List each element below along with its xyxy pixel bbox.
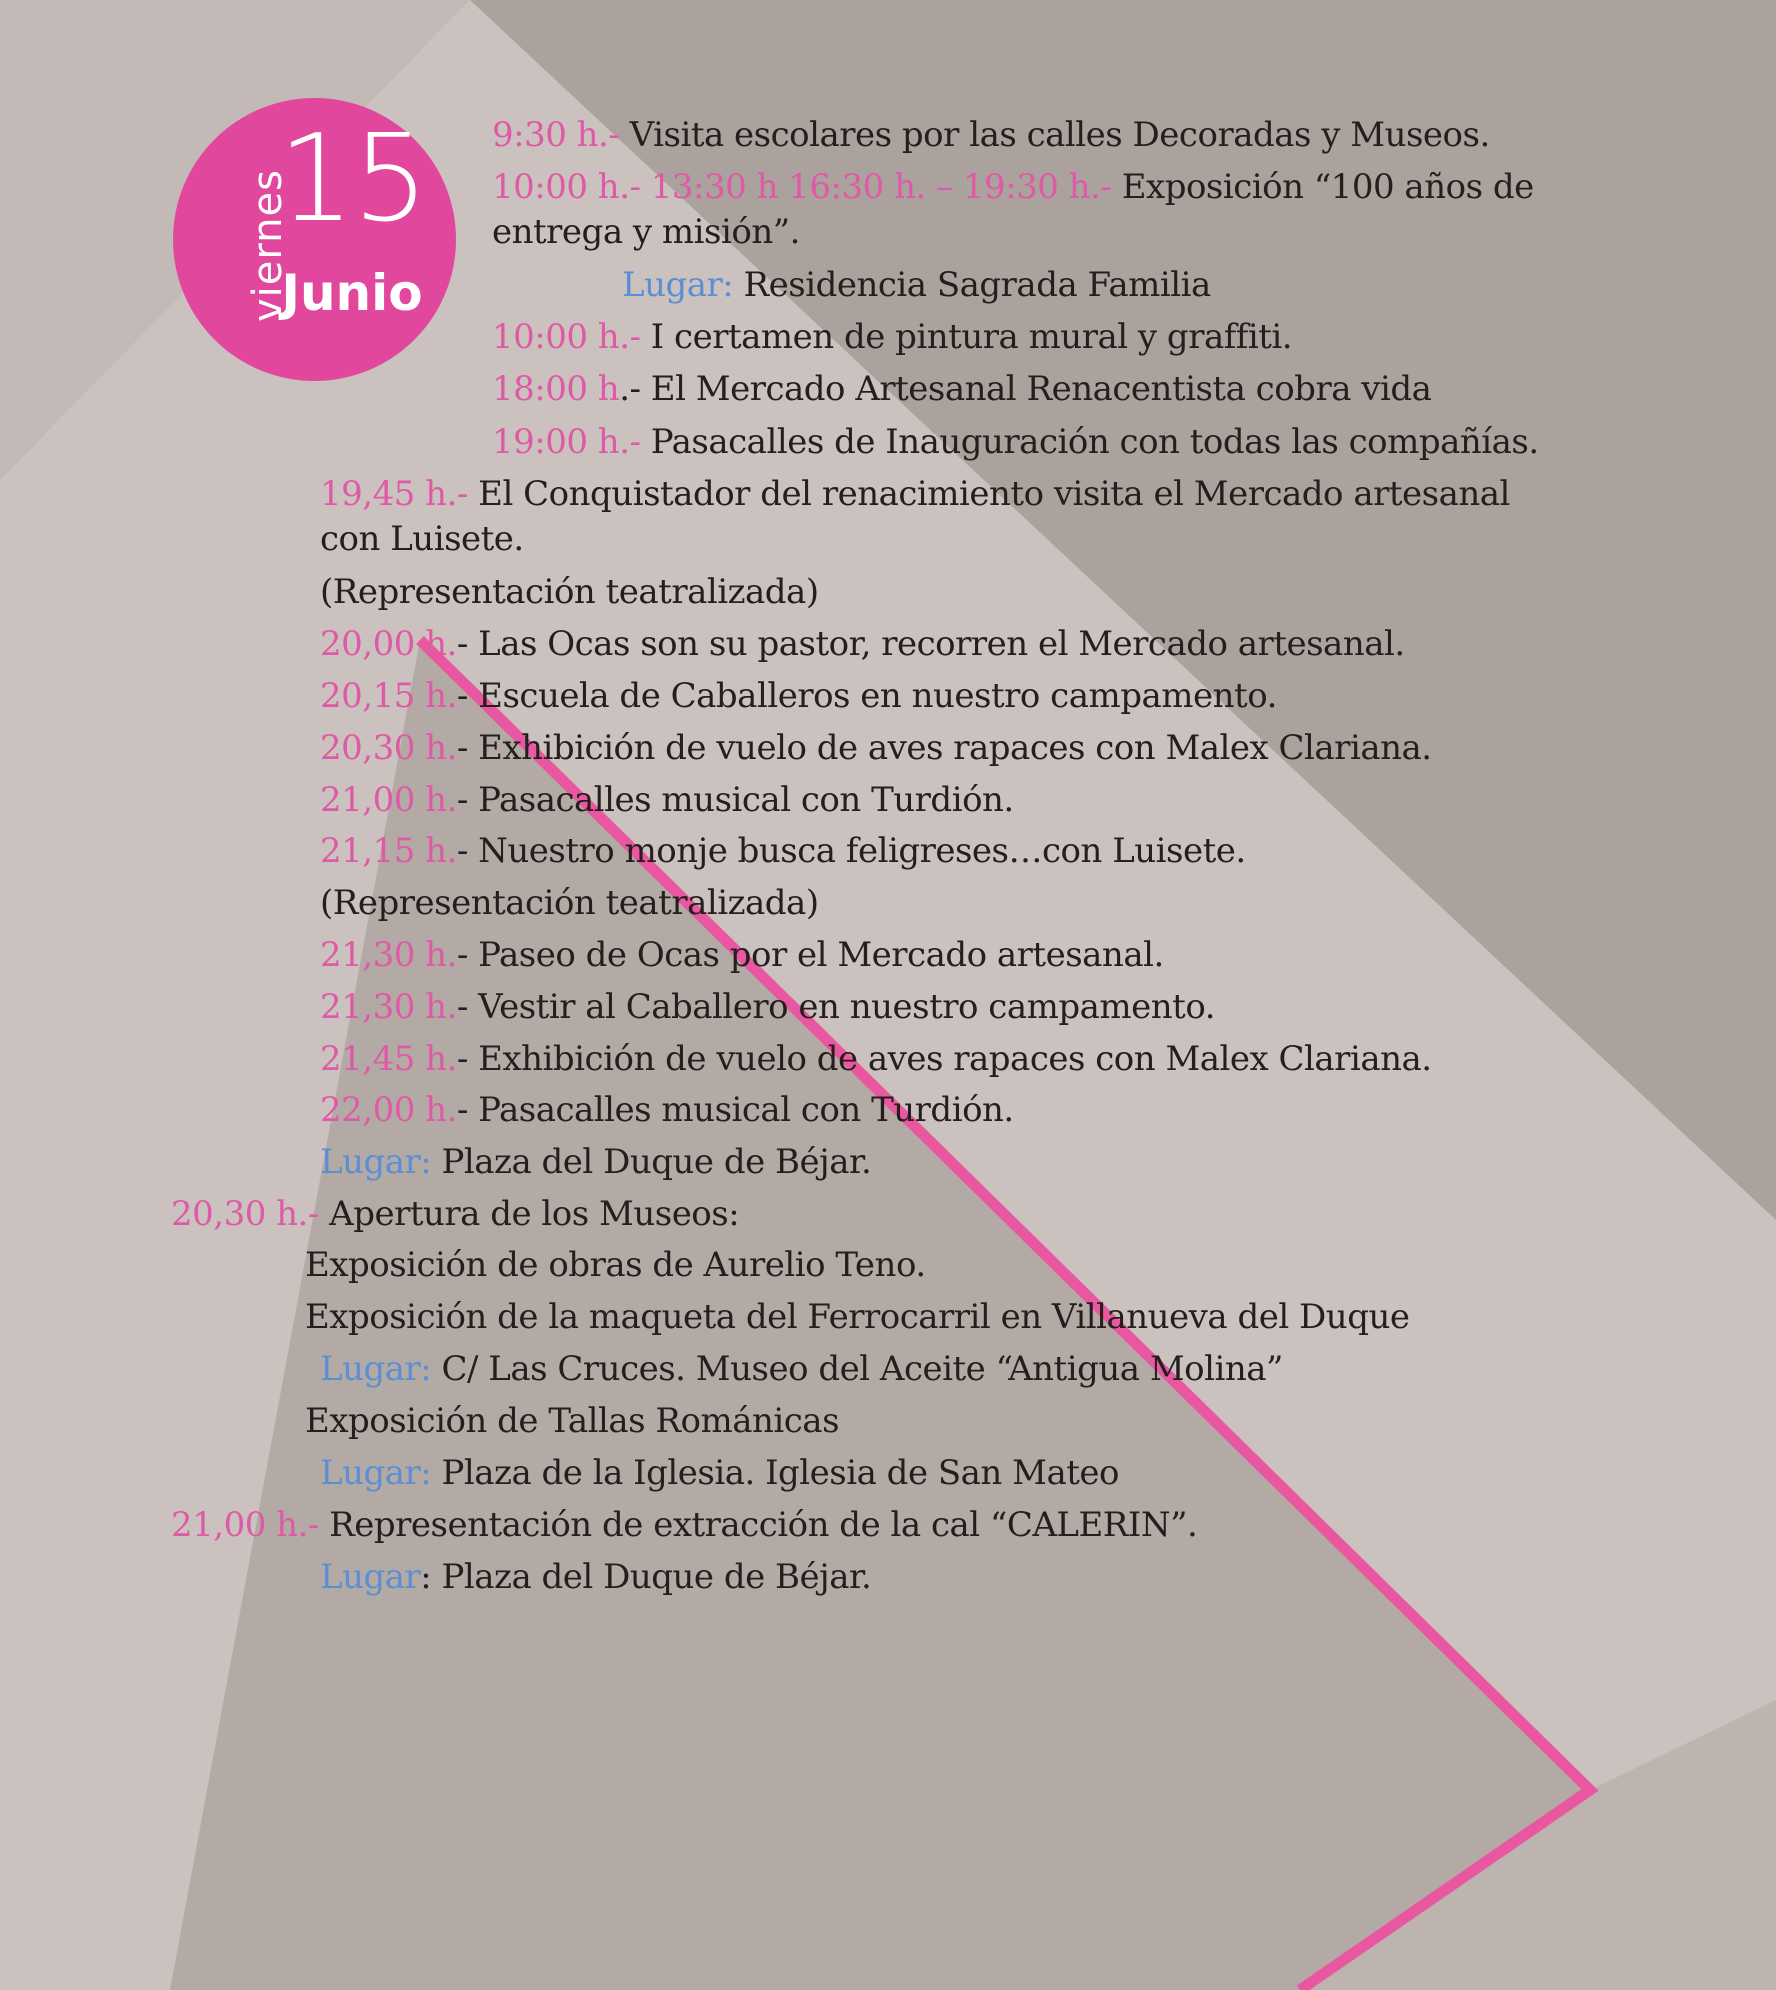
schedule-line bbox=[320, 1555, 871, 1599]
event-text: Plaza del Duque de Béjar. bbox=[431, 1142, 872, 1182]
time-label: 19,45 h.- bbox=[320, 474, 468, 514]
schedule-line bbox=[320, 1140, 871, 1184]
schedule-line bbox=[492, 210, 800, 254]
event-text: .- El Mercado Artesanal Renacentista cobra vida bbox=[619, 369, 1432, 409]
event-text: Apertura de los Museos: bbox=[318, 1194, 740, 1234]
event-text: Pasacalles de Inauguración con todas las compañías. bbox=[640, 422, 1539, 462]
schedule-line bbox=[492, 367, 1431, 411]
schedule-line bbox=[320, 778, 1014, 822]
time-label: 21,00 h. bbox=[320, 780, 457, 820]
schedule-line bbox=[492, 113, 1490, 157]
schedule-line bbox=[492, 420, 1539, 464]
time-label: 20,30 h.- bbox=[171, 1194, 319, 1234]
time-label: 20,15 h. bbox=[320, 676, 457, 716]
time-label: 9:30 h.- bbox=[492, 115, 620, 155]
event-text: Exposición de obras de Aurelio Teno. bbox=[305, 1245, 926, 1285]
event-text: Representación de extracción de la cal “CALERIN”. bbox=[318, 1505, 1198, 1545]
time-label: 21,45 h. bbox=[320, 1039, 457, 1079]
schedule-line bbox=[320, 726, 1432, 770]
schedule-line bbox=[305, 1399, 839, 1443]
event-text: - Nuestro monje busca feligreses…con Luisete. bbox=[456, 831, 1246, 871]
place-label: Lugar: bbox=[320, 1349, 432, 1389]
time-label: 10:00 h.- 13:30 h 16:30 h. – 19:30 h.- bbox=[492, 167, 1112, 207]
schedule-line bbox=[320, 933, 1164, 977]
schedule-line bbox=[320, 674, 1277, 718]
event-text: - Escuela de Caballeros en nuestro campamento. bbox=[456, 676, 1277, 716]
time-label: 21,30 h. bbox=[320, 935, 457, 975]
place-label: Lugar: bbox=[320, 1453, 432, 1493]
event-text: Visita escolares por las calles Decoradas y Museos. bbox=[619, 115, 1490, 155]
event-text: Exposición de Tallas Románicas bbox=[305, 1401, 840, 1441]
time-label: 20,30 h. bbox=[320, 728, 457, 768]
event-text: (Representación teatralizada) bbox=[320, 572, 819, 612]
event-text: - Pasacalles musical con Turdión. bbox=[456, 1090, 1014, 1130]
schedule-line bbox=[171, 1503, 1197, 1547]
schedule-line bbox=[492, 165, 1534, 209]
event-text: - Paseo de Ocas por el Mercado artesanal. bbox=[456, 935, 1164, 975]
event-text: entrega y misión”. bbox=[492, 212, 800, 252]
badge-day: 15 bbox=[278, 110, 427, 249]
event-text: - Pasacalles musical con Turdión. bbox=[456, 780, 1014, 820]
event-text: Exposición de la maqueta del Ferrocarril en Villanueva del Duque bbox=[305, 1297, 1410, 1337]
schedule-line bbox=[320, 1451, 1119, 1495]
time-label: 21,15 h. bbox=[320, 831, 457, 871]
schedule-line bbox=[320, 570, 819, 614]
time-label: 21,30 h. bbox=[320, 987, 457, 1027]
time-label: 20,00 h. bbox=[320, 624, 457, 664]
event-text: I certamen de pintura mural y graffiti. bbox=[640, 317, 1293, 357]
schedule-line bbox=[320, 829, 1246, 873]
event-text: Exposición “100 años de bbox=[1111, 167, 1534, 207]
event-text: - Las Ocas son su pastor, recorren el Mercado artesanal. bbox=[456, 624, 1405, 664]
schedule-line bbox=[320, 1347, 1283, 1391]
schedule-line bbox=[320, 881, 819, 925]
event-text: El Conquistador del renacimiento visita el Mercado artesanal bbox=[467, 474, 1510, 514]
schedule-line bbox=[305, 1243, 926, 1287]
schedule-line bbox=[320, 985, 1215, 1029]
schedule-line bbox=[622, 263, 1211, 307]
event-text: - Exhibición de vuelo de aves rapaces con Malex Clariana. bbox=[456, 728, 1432, 768]
badge-month: Junio bbox=[281, 264, 423, 322]
schedule-line bbox=[320, 1088, 1014, 1132]
event-text: Residencia Sagrada Familia bbox=[733, 265, 1211, 305]
schedule-line bbox=[320, 622, 1405, 666]
event-text: (Representación teatralizada) bbox=[320, 883, 819, 923]
event-text: Plaza de la Iglesia. Iglesia de San Mateo bbox=[431, 1453, 1119, 1493]
schedule-line bbox=[320, 1037, 1432, 1081]
event-text: C/ Las Cruces. Museo del Aceite “Antigua Molina” bbox=[431, 1349, 1283, 1389]
schedule-line bbox=[320, 517, 524, 561]
time-label: 18:00 h bbox=[492, 369, 620, 409]
schedule-line bbox=[492, 315, 1292, 359]
time-label: 22,00 h. bbox=[320, 1090, 457, 1130]
schedule-line bbox=[305, 1295, 1409, 1339]
place-label: Lugar: bbox=[622, 265, 734, 305]
badge-weekday: viernes bbox=[245, 169, 291, 322]
event-text: - Exhibición de vuelo de aves rapaces con Malex Clariana. bbox=[456, 1039, 1432, 1079]
event-text: : Plaza del Duque de Béjar. bbox=[420, 1557, 872, 1597]
schedule-line bbox=[320, 472, 1510, 516]
schedule-line bbox=[171, 1192, 739, 1236]
place-label: Lugar bbox=[320, 1557, 421, 1597]
time-label: 21,00 h.- bbox=[171, 1505, 319, 1545]
time-label: 10:00 h.- bbox=[492, 317, 641, 357]
event-text: - Vestir al Caballero en nuestro campamento. bbox=[456, 987, 1215, 1027]
place-label: Lugar: bbox=[320, 1142, 432, 1182]
time-label: 19:00 h.- bbox=[492, 422, 641, 462]
event-text: con Luisete. bbox=[320, 519, 524, 559]
